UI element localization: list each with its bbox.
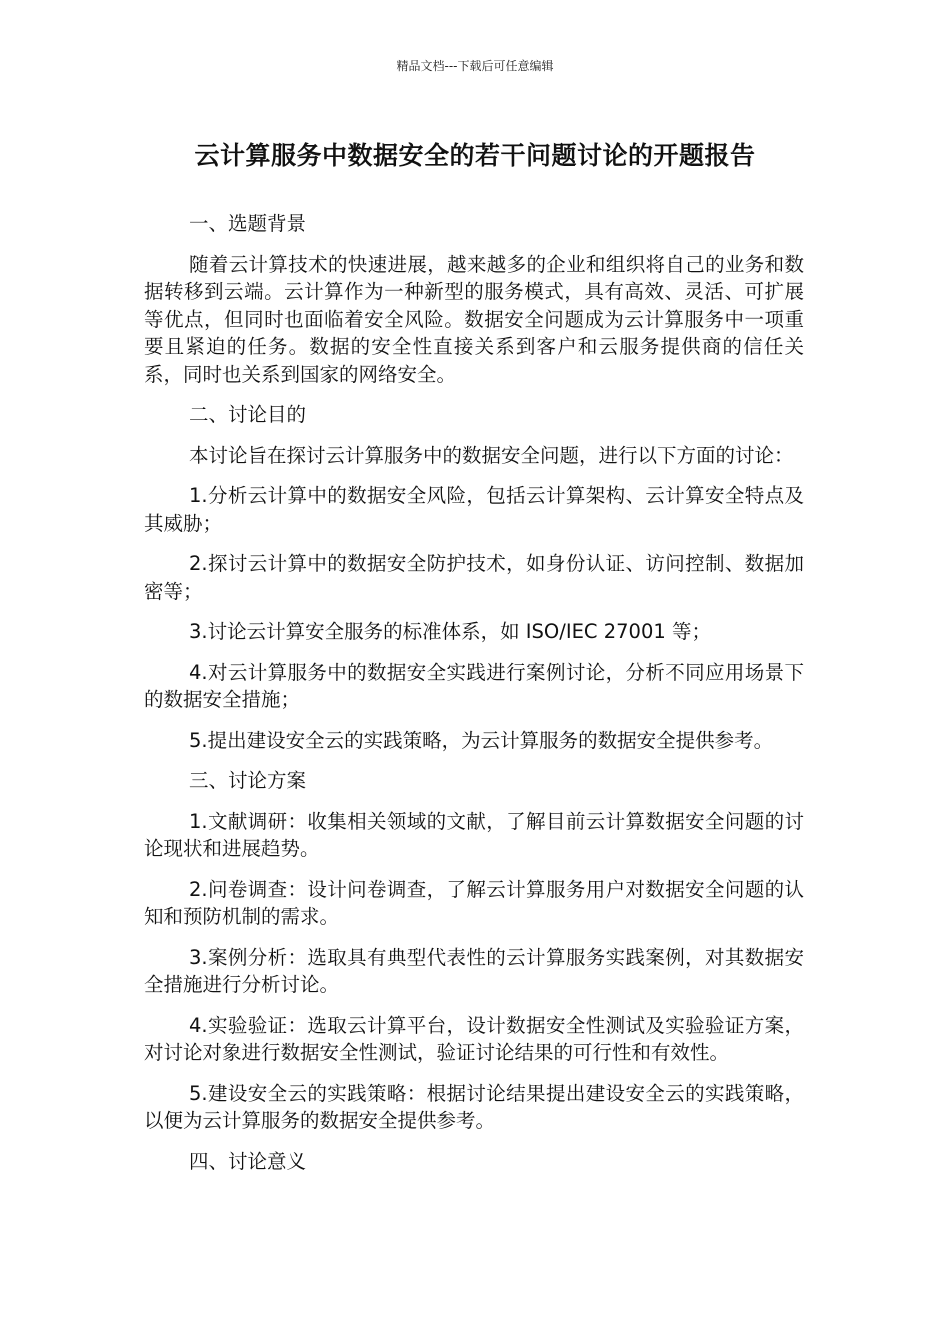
list-item: 3.案例分析：选取具有典型代表性的云计算服务实践案例，对其数据安全措施进行分析讨论。 <box>144 945 804 996</box>
list-item: 4.对云计算服务中的数据安全实践进行案例讨论，分析不同应用场景下的数据安全措施； <box>144 660 804 711</box>
header-note: 精品文档---下载后可任意编辑 <box>396 59 554 73</box>
list-item: 1.分析云计算中的数据安全风险，包括云计算架构、云计算安全特点及其威胁； <box>144 484 804 535</box>
document-title: 云计算服务中数据安全的若干问题讨论的开题报告 <box>194 141 756 170</box>
section-heading: 一、选题背景 <box>189 212 307 235</box>
list-item: 2.探讨云计算中的数据安全防护技术，如身份认证、访问控制、数据加密等； <box>144 552 804 603</box>
list-item: 2.问卷调查：设计问卷调查，了解云计算服务用户对数据安全问题的认知和预防机制的需求。 <box>144 877 804 928</box>
section-heading: 四、讨论意义 <box>189 1149 307 1173</box>
list-item: 3.讨论云计算安全服务的标准体系，如 ISO/IEC 27001 等； <box>189 620 711 643</box>
list-item: 1.文献调研：收集相关领域的文献，了解目前云计算数据安全问题的讨论现状和进展趋势。 <box>144 809 804 860</box>
list-item: 4.实验验证：选取云计算平台，设计数据安全性测试及实验验证方案，对讨论对象进行数据安全性测试，验证讨论结果的可行性和有效性。 <box>144 1013 804 1064</box>
section-heading: 二、讨论目的 <box>189 403 307 426</box>
paragraph: 本讨论旨在探讨云计算服务中的数据安全问题，进行以下方面的讨论： <box>189 443 794 467</box>
list-item: 5.提出建设安全云的实践策略，为云计算服务的数据安全提供参考。 <box>189 728 774 752</box>
section-heading: 三、讨论方案 <box>189 769 307 792</box>
document-body <box>144 210 804 1188</box>
list-item: 5.建设安全云的实践策略：根据讨论结果提出建设安全云的实践策略，以便为云计算服务的数据安全提供参考。 <box>144 1081 804 1132</box>
paragraph: 随着云计算技术的快速进展，越来越多的企业和组织将自己的业务和数据转移到云端。云计算作为一种新型的服务模式，具有高效、灵活、可扩展等优点，但同时也面临着安全风险。数据安全问题成为云计算服务中一项重要且紧迫的任务。数据的安全性直接关系到客户和云服务提供商的信任关系，同时也关系到国家的网络安全。 <box>144 252 804 386</box>
